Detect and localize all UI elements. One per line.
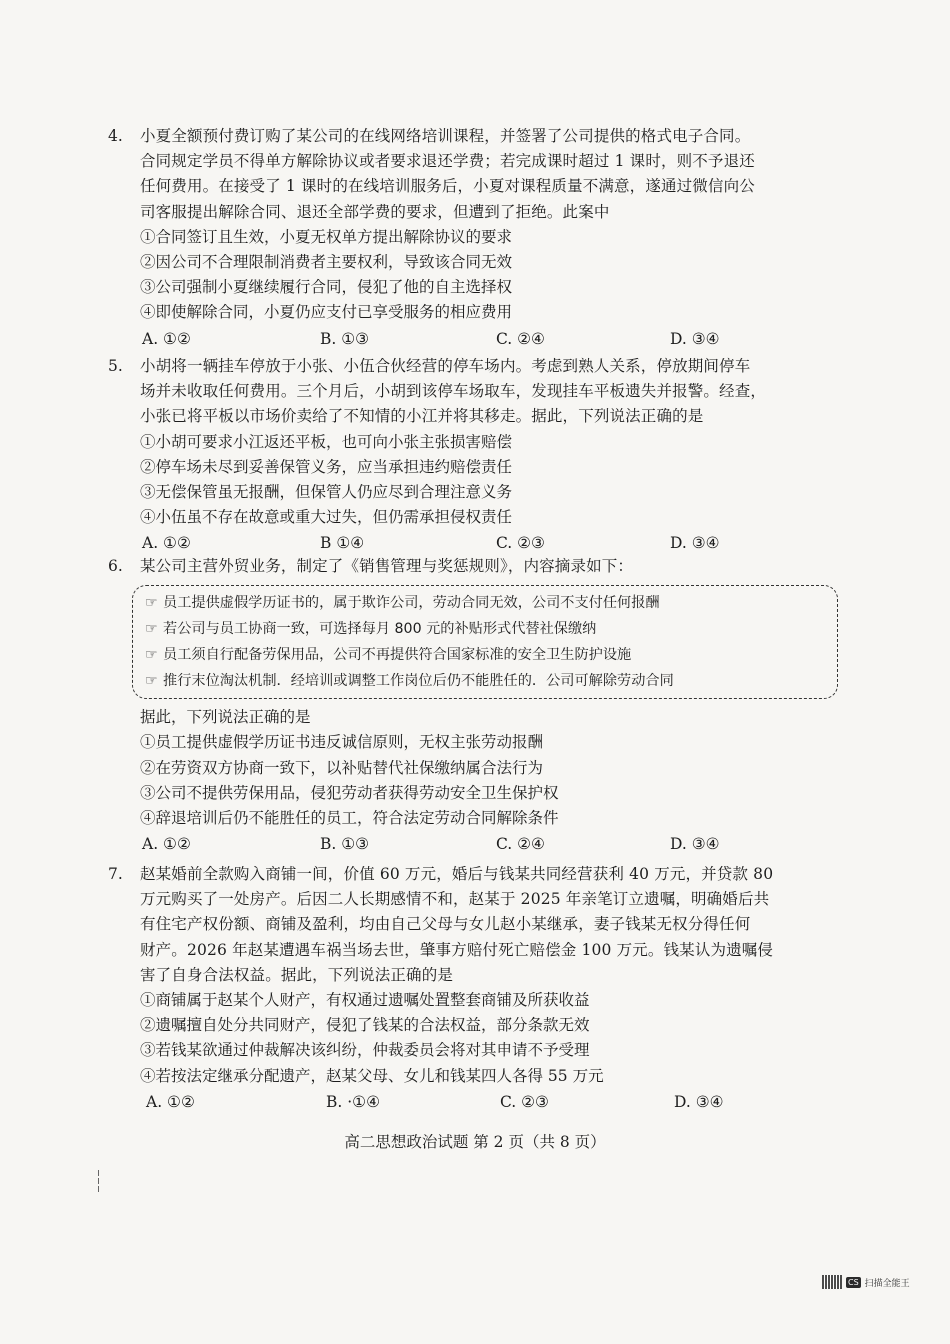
question-stem	[140, 554, 830, 579]
page-footer: 高二思想政治试题 第 2 页（共 8 页）	[344, 1133, 606, 1151]
statement: ③若钱某欲通过仲裁解决该纠纷，仲裁委员会将对其申请不予受理	[140, 1041, 590, 1060]
option-b: B. ①③	[320, 329, 370, 348]
option-b: B ①④	[320, 534, 365, 553]
option-c: C. ②④	[496, 835, 545, 854]
option-d: D. ③④	[670, 534, 720, 553]
qr-code-icon	[822, 1275, 842, 1289]
pointing-finger-icon: ☞	[145, 647, 158, 664]
statement: ①合同签订且生效，小夏无权单方提出解除协议的要求	[140, 227, 513, 246]
option-c: C. ②④	[496, 329, 545, 348]
statement: ③无偿保管虽无报酬，但保管人仍应尽到合理注意义务	[140, 482, 513, 501]
statement: ①商铺属于赵某个人财产，有权通过遗嘱处置整套商铺及所获收益	[140, 990, 590, 1009]
stem-line: 万元购买了一处房产。后因二人长期感情不和，赵某于 2025 年亲笔订立遗嘱，明确婚后共	[140, 890, 770, 909]
question-stem	[140, 124, 830, 225]
option-a: A. ①②	[142, 329, 191, 348]
option-a: A. ①②	[142, 534, 191, 553]
stem-line: 司客服提出解除合同、退还全部学费的要求，但遭到了拒绝。此案中	[140, 202, 610, 221]
question-number: 5.	[108, 357, 123, 375]
statement: ②因公司不合理限制消费者主要权利，导致该合同无效	[140, 252, 513, 271]
answer-options	[140, 530, 830, 556]
question-stem	[140, 862, 830, 988]
option-b: B. ①③	[320, 835, 370, 854]
question-4	[110, 124, 830, 352]
statement: ③公司不提供劳保用品，侵犯劳动者获得劳动安全卫生保护权	[140, 783, 559, 802]
option-a: A. ①②	[142, 835, 191, 854]
answer-options	[140, 1089, 830, 1115]
pointing-finger-icon: ☞	[145, 595, 158, 612]
answer-options	[140, 831, 830, 857]
rule-text: 员工须自行配备劳保用品，公司不再提供符合国家标准的安全卫生防护设施	[163, 647, 632, 664]
pointing-finger-icon: ☞	[145, 621, 158, 638]
stem-line: 据此，下列说法正确的是	[140, 708, 311, 727]
answer-options	[140, 326, 830, 352]
statement: ②停车场未尽到妥善保管义务，应当承担违约赔偿责任	[140, 457, 513, 476]
question-6	[110, 554, 830, 857]
stem-line: 合同规定学员不得单方解除协议或者要求退还学费；若完成课时超过 1 课时，则不予退还	[140, 152, 755, 171]
rule-item	[145, 590, 825, 616]
question-number: 4.	[108, 127, 123, 145]
option-d: D. ③④	[674, 1092, 724, 1111]
statement: ④若按法定继承分配遗产，赵某父母、女儿和钱某四人各得 55 万元	[140, 1066, 604, 1085]
question-stem	[140, 354, 830, 430]
cs-logo: CS	[848, 1277, 859, 1287]
statement: ①小胡可要求小江返还平板，也可向小张主张损害赔偿	[140, 432, 513, 451]
stem-line: 任何费用。在接受了 1 课时的在线培训服务后，小夏对课程质量不满意，遂通过微信向公	[140, 177, 755, 196]
scanner-app-name: 扫描全能王	[864, 1278, 910, 1289]
question-5	[110, 354, 830, 556]
stem-line: 场并未收取任何费用。三个月后，小胡到该停车场取车，发现挂车平板遗失并报警。经查，	[140, 382, 767, 401]
stem-line: 小张已将平板以市场价卖给了不知情的小江并将其移走。据此，下列说法正确的是	[140, 407, 704, 426]
stem-line: 有住宅产权份额、商铺及盈利，均由自己父母与女儿赵小某继承，妻子钱某无权分得任何	[140, 915, 751, 934]
rule-item	[145, 668, 825, 694]
stem-line: 害了自身合法权益。据此，下列说法正确的是	[140, 965, 454, 984]
statement: ①员工提供虚假学历证书违反诚信原则，无权主张劳动报酬	[140, 733, 544, 752]
statement: ②在劳资双方协商一致下，以补贴替代社保缴纳属合法行为	[140, 758, 544, 777]
question-7	[110, 862, 830, 1115]
rule-text: 员工提供虚假学历证书的，属于欺诈公司，劳动合同无效，公司不支付任何报酬	[163, 595, 660, 612]
statement: ②遗嘱擅自处分共同财产，侵犯了钱某的合法权益，部分条款无效	[140, 1016, 590, 1035]
pointing-finger-icon: ☞	[145, 673, 158, 690]
rule-item	[145, 642, 825, 668]
option-c: C. ②③	[500, 1092, 549, 1111]
statement: ③公司强制小夏继续履行合同，侵犯了他的自主选择权	[140, 278, 513, 297]
stem-line: 财产。2026 年赵某遭遇车祸当场去世，肇事方赔付死亡赔偿金 100 万元。钱某认为遗嘱侵	[140, 940, 774, 959]
option-a: A. ①②	[146, 1092, 195, 1111]
scan-artifact-marks	[96, 1168, 102, 1196]
option-c: C. ②③	[496, 534, 545, 553]
stem-line: 小夏全额预付费订购了某公司的在线网络培训课程，并签署了公司提供的格式电子合同。	[140, 127, 751, 145]
stem-line: 小胡将一辆挂车停放于小张、小伍合伙经营的停车场内。考虑到熟人关系，停放期间停车	[140, 357, 751, 375]
question-number: 6.	[108, 557, 123, 575]
rule-item	[145, 616, 825, 642]
rules-excerpt-box	[132, 585, 838, 699]
rule-text: 若公司与员工协商一致，可选择每月 800 元的补贴形式代替社保缴纳	[163, 621, 597, 638]
stem-line: 赵某婚前全款购入商铺一间，价值 60 万元，婚后与钱某共同经营获利 40 万元，并贷款 80	[140, 865, 774, 883]
stem-line: 某公司主营外贸业务，制定了《销售管理与奖惩规则》，内容摘录如下：	[140, 557, 634, 575]
statement: ④辞退培训后仍不能胜任的员工，符合法定劳动合同解除条件	[140, 808, 559, 827]
option-b: B. ·①④	[326, 1092, 380, 1111]
statement: ④小伍虽不存在故意或重大过失，但仍需承担侵权责任	[140, 508, 513, 527]
option-d: D. ③④	[670, 835, 720, 854]
option-d: D. ③④	[670, 329, 720, 348]
scanner-watermark	[822, 1274, 910, 1290]
question-number: 7.	[108, 865, 123, 883]
statement: ④即使解除合同，小夏仍应支付已享受服务的相应费用	[140, 303, 513, 322]
rule-text: 推行末位淘汰机制．经培训或调整工作岗位后仍不能胜任的．公司可解除劳动合同	[163, 673, 674, 690]
